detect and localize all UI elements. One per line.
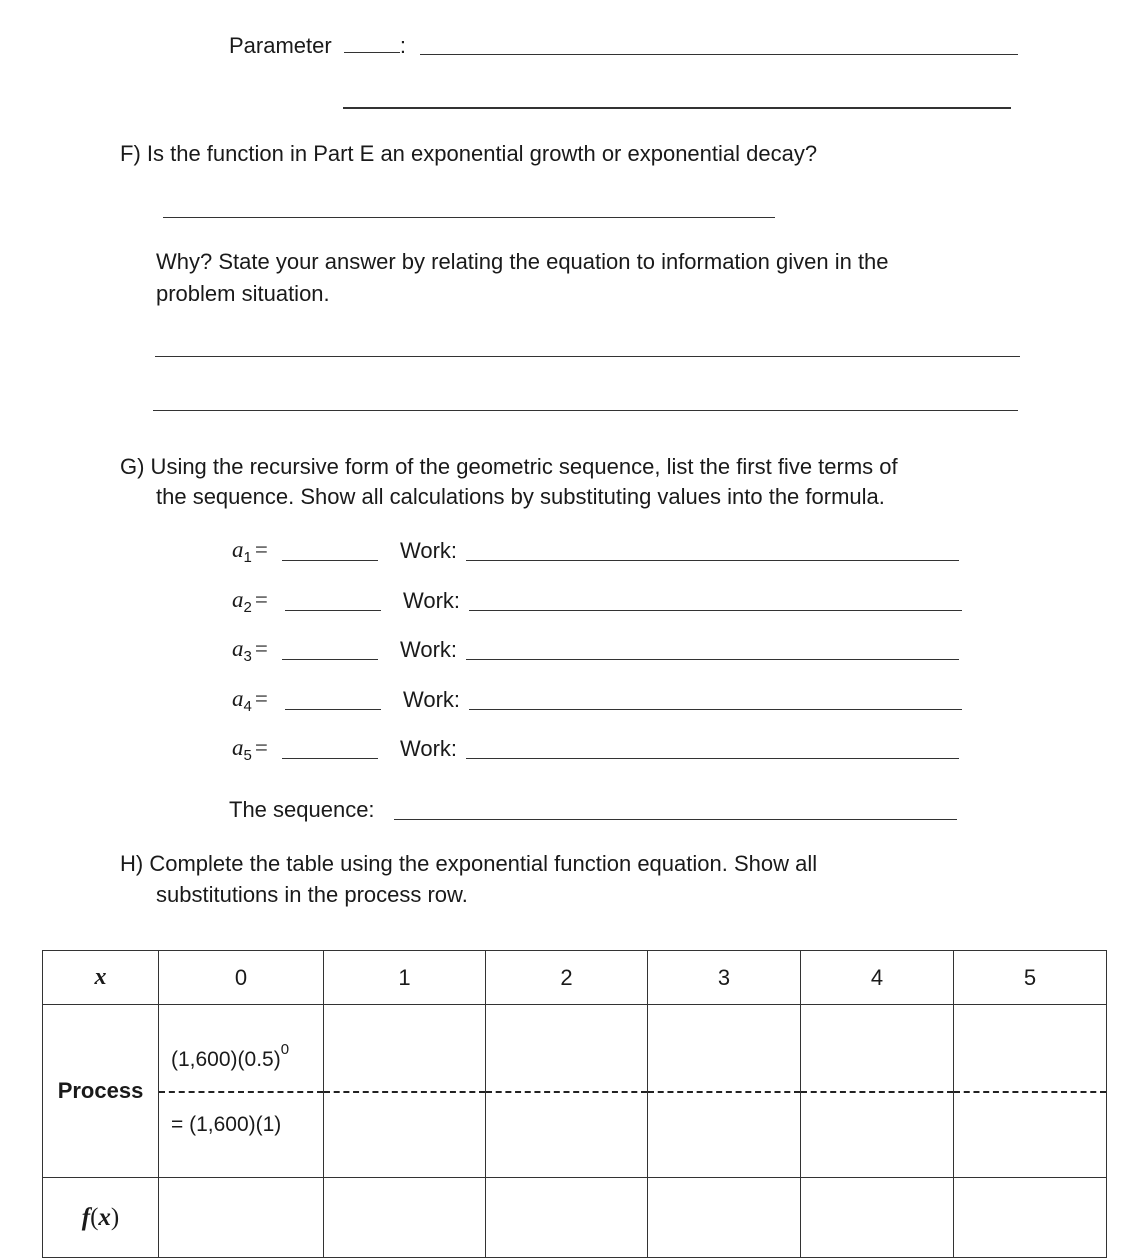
work-a1-line[interactable]: [466, 560, 959, 561]
term-a5-label: [232, 735, 268, 764]
x-value-cell: 1: [324, 951, 486, 1005]
part-h-line2: substitutions in the process row.: [156, 882, 468, 907]
fx-value-cell[interactable]: [324, 1178, 486, 1258]
process-simplified: = (1,600)(1): [171, 1113, 282, 1136]
why-answer-line-2[interactable]: [153, 410, 1018, 411]
process-cell[interactable]: [648, 1005, 801, 1178]
work-a4-label: Work:: [403, 687, 461, 712]
process-label: Process: [57, 1078, 144, 1103]
process-cell[interactable]: [486, 1005, 648, 1178]
x-value-cell: 0: [159, 951, 324, 1005]
why-answer-line-1[interactable]: [155, 356, 1020, 357]
process-cell[interactable]: [159, 1005, 324, 1178]
part-h-line1: H) Complete the table using the exponential function equation. Show all: [120, 851, 818, 876]
parameter-label: [229, 33, 406, 59]
term-equals: =: [254, 686, 268, 711]
term-a2-label: [232, 587, 268, 616]
fx-open-paren: (: [90, 1203, 99, 1231]
term-subscript: 5: [243, 747, 252, 764]
fx-func: f: [81, 1203, 91, 1231]
x-value-cell: 2: [486, 951, 648, 1005]
part-f-why-line1: Why? State your answer by relating the equation to information given in the: [156, 249, 889, 274]
parameter-answer-line-2[interactable]: [343, 107, 1011, 109]
process-cell[interactable]: [954, 1005, 1107, 1178]
fx-value-cell[interactable]: [486, 1178, 648, 1258]
fx-value-cell[interactable]: [648, 1178, 801, 1258]
work-a1-label: Work:: [400, 538, 458, 563]
term-equals: =: [254, 636, 268, 661]
term-a4-label: [232, 686, 268, 715]
fx-label: [82, 1204, 119, 1231]
process-cell[interactable]: [324, 1005, 486, 1178]
term-subscript: 2: [243, 599, 252, 616]
term-subscript: 3: [243, 648, 252, 665]
term-equals: =: [254, 587, 268, 612]
process-divider: [648, 1091, 800, 1093]
parameter-number-blank[interactable]: [344, 34, 400, 53]
process-exponent: 0: [280, 1041, 290, 1058]
fx-label-cell: [43, 1178, 159, 1258]
work-a2-label: Work:: [403, 588, 461, 613]
x-header: x: [94, 964, 107, 990]
process-row: [43, 1005, 1107, 1178]
term-a2-blank[interactable]: [285, 610, 381, 611]
growth-decay-answer-line[interactable]: [163, 217, 775, 218]
sequence-answer-line[interactable]: [394, 819, 957, 820]
fx-row: [43, 1178, 1107, 1258]
parameter-text: Parameter: [229, 33, 332, 58]
term-var: a: [232, 686, 244, 711]
x-value-cell: 4: [801, 951, 954, 1005]
fx-var: x: [98, 1203, 111, 1231]
term-a4-blank[interactable]: [285, 709, 381, 710]
fx-value-cell[interactable]: [159, 1178, 324, 1258]
parameter-answer-line[interactable]: [420, 54, 1018, 55]
x-row: [43, 951, 1107, 1005]
work-a3-line[interactable]: [466, 659, 959, 660]
term-equals: =: [254, 735, 268, 760]
process-divider: [486, 1091, 647, 1093]
x-value-cell: 3: [648, 951, 801, 1005]
term-var: a: [232, 636, 244, 661]
exponential-table: [42, 950, 1107, 1258]
parameter-colon: :: [399, 33, 406, 58]
term-subscript: 1: [243, 549, 252, 566]
process-cell[interactable]: [801, 1005, 954, 1178]
x-value-cell: 5: [954, 951, 1107, 1005]
term-a1-label: [232, 537, 268, 566]
work-a5-line[interactable]: [466, 758, 959, 759]
term-var: a: [232, 537, 244, 562]
fx-value-cell[interactable]: [954, 1178, 1107, 1258]
process-label-cell: [43, 1005, 159, 1178]
process-divider: [159, 1091, 323, 1093]
term-subscript: 4: [243, 698, 252, 715]
part-f-question: F) Is the function in Part E an exponential growth or exponential decay?: [120, 141, 818, 166]
term-a3-label: [232, 636, 268, 665]
part-g-line1: G) Using the recursive form of the geometric sequence, list the first five terms of: [120, 454, 898, 479]
work-a4-line[interactable]: [469, 709, 962, 710]
process-divider: [801, 1091, 953, 1093]
fx-value-cell[interactable]: [801, 1178, 954, 1258]
work-a3-label: Work:: [400, 637, 458, 662]
work-a5-label: Work:: [400, 736, 458, 761]
work-a2-line[interactable]: [469, 610, 962, 611]
process-substitution: [171, 1041, 289, 1072]
term-a1-blank[interactable]: [282, 560, 378, 561]
term-var: a: [232, 587, 244, 612]
process-divider: [324, 1091, 485, 1093]
term-equals: =: [254, 537, 268, 562]
process-expression: (1,600)(0.5): [171, 1048, 281, 1071]
x-header-cell: [43, 951, 159, 1005]
term-var: a: [232, 735, 244, 760]
part-f-why-line2: problem situation.: [156, 281, 330, 306]
process-divider: [954, 1091, 1106, 1093]
term-a5-blank[interactable]: [282, 758, 378, 759]
part-g-line2: the sequence. Show all calculations by substituting values into the formula.: [156, 484, 885, 509]
sequence-label: The sequence:: [229, 797, 375, 822]
fx-close-paren: ): [110, 1203, 120, 1231]
term-a3-blank[interactable]: [282, 659, 378, 660]
